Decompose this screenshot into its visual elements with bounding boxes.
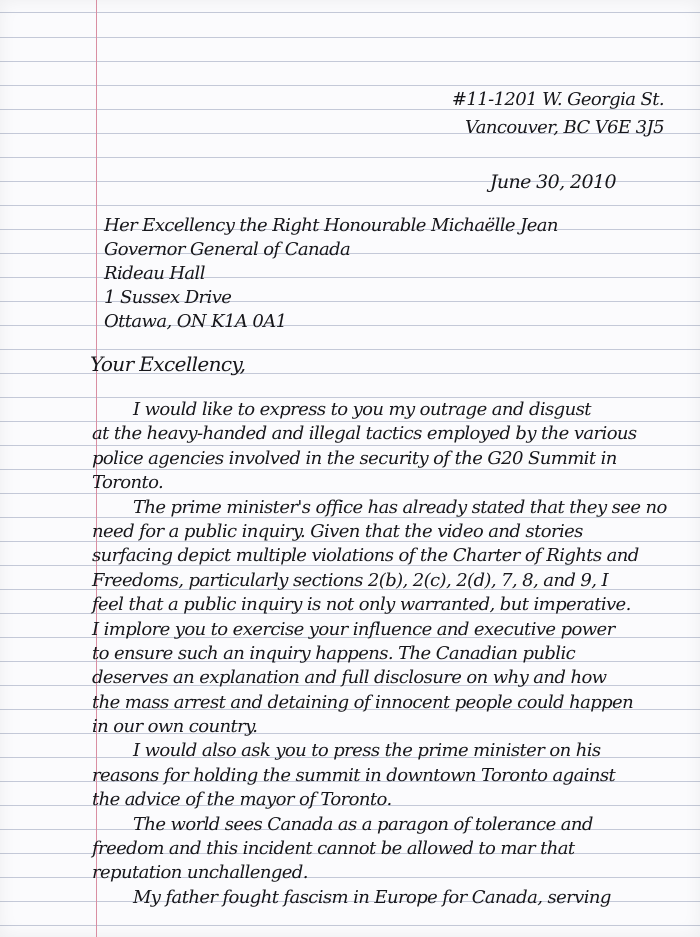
body-line: deserves an explanation and full disclosure on why and how <box>92 667 607 689</box>
body-line: need for a public inquiry. Given that the video and stories <box>92 520 583 542</box>
recipient-line-1: Her Excellency the Right Honourable Michaëlle Jean <box>104 215 558 236</box>
recipient-line-4: 1 Sussex Drive <box>104 287 232 308</box>
body-line: The world sees Canada as a paragon of tolerance and <box>92 813 593 835</box>
recipient-address <box>104 214 558 334</box>
letter-date: June 30, 2010 <box>489 171 616 193</box>
address-line-1: #11-1201 W. Georgia St. <box>451 89 664 110</box>
body-line: I would like to express to you my outrage and disgust <box>92 399 591 420</box>
recipient-line-5: Ottawa, ON K1A 0A1 <box>104 311 287 332</box>
letter-body <box>92 398 667 910</box>
recipient-line-3: Rideau Hall <box>104 263 205 284</box>
body-line: My father fought fascism in Europe for Canada, serving <box>92 886 611 908</box>
body-line: Freedoms, particularly sections 2(b), 2(c), 2(d), 7, 8, and 9, I <box>92 569 609 591</box>
body-line: I implore you to exercise your influence and executive power <box>92 618 615 640</box>
body-line: I would also ask you to press the prime minister on his <box>92 740 601 762</box>
body-line: the advice of the mayor of Toronto. <box>92 789 392 811</box>
body-line: reputation unchallenged. <box>92 862 308 884</box>
body-line: reasons for holding the summit in downtown Toronto against <box>92 764 616 786</box>
sender-address <box>452 86 664 142</box>
salutation: Your Excellency, <box>90 352 246 376</box>
body-line: to ensure such an inquiry happens. The Canadian public <box>92 642 576 664</box>
body-line: police agencies involved in the security of the G20 Summit in <box>92 447 617 469</box>
body-line: The prime minister's office has already stated that they see no <box>92 496 667 518</box>
body-line: at the heavy-handed and illegal tactics employed by the various <box>92 423 637 445</box>
body-line: feel that a public inquiry is not only warranted, but imperative. <box>92 594 631 616</box>
body-line: freedom and this incident cannot be allowed to mar that <box>92 838 575 860</box>
recipient-line-2: Governor General of Canada <box>104 239 351 260</box>
body-line: Toronto. <box>92 472 164 494</box>
address-line-2: Vancouver, BC V6E 3J5 <box>465 117 664 138</box>
body-line: the mass arrest and detaining of innocent people could happen <box>92 691 634 713</box>
body-line: in our own country. <box>92 716 258 738</box>
body-line: surfacing depict multiple violations of the Charter of Rights and <box>92 545 639 567</box>
